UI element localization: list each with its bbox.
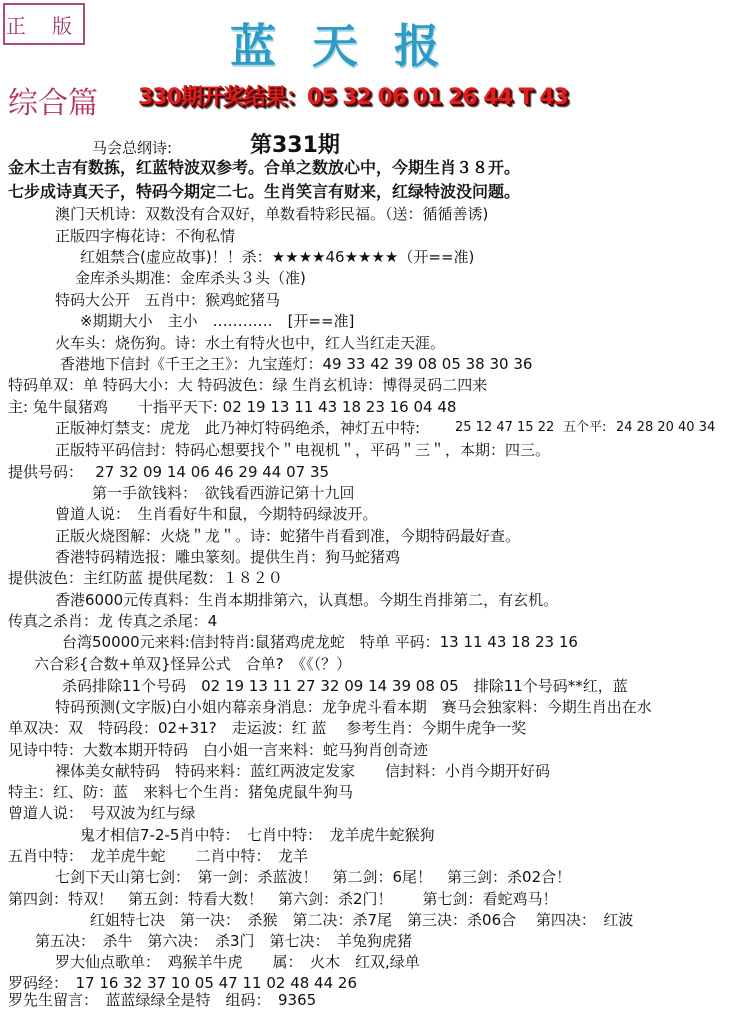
- issue-number: 第331期: [250, 133, 340, 158]
- text-line: 曾道人说： 号双波为红与绿: [8, 804, 196, 822]
- text-line: 罗先生留言： 蓝蓝绿绿全是特 组码： 9365: [8, 991, 317, 1009]
- text-line: 七步成诗真天子，特码今期定二七。生肖笑言有财来，红绿特波没问题。: [8, 182, 521, 201]
- text-line: 25 12 47 15 22: [455, 420, 555, 435]
- text-line: 见诗中特：大数本期开特码 白小姐一言来料：蛇马狗肖创奇迹: [8, 741, 429, 759]
- text-line: 第一手欲钱料： 欲钱看西游记第十九回: [92, 484, 355, 502]
- text-line: 金木土吉有数拣，红蓝特波双参考。合单之数放心中，今期生肖３８开。: [8, 158, 521, 177]
- previous-draw-result: 330期开奖结果：05 32 06 01 26 44 T 43: [138, 85, 568, 110]
- text-line: 香港6000元传真料：生肖本期排第六，认真想。今期生肖排第二，有玄机。: [55, 591, 559, 609]
- text-line: 正版火烧图解：火烧＂龙＂。诗：蛇猪牛肖看到准，今期特码最好查。: [55, 527, 521, 545]
- text-line: 罗码经： 17 16 32 37 10 05 47 11 02 48 44 26: [8, 974, 357, 992]
- text-line: 单双决：双 特码段：02+31? 走运波：红 蓝 参考生肖：今期牛虎争一奖: [8, 719, 527, 737]
- text-line: 特码大公开 五肖中：猴鸡蛇猪马: [55, 291, 281, 309]
- text-line: 正版四字梅花诗：不徇私情: [55, 227, 236, 245]
- text-line: 火车头：烧伤狗。诗：水土有特火也中，红人当红走天涯。: [55, 334, 446, 352]
- text-line: 香港地下信封《千王之王》：九宝莲灯：49 33 42 39 08 05 38 30 36: [60, 355, 533, 373]
- text-line: 台湾50000元来料:信封特肖:鼠猪鸡虎龙蛇 特单 平码：13 11 43 18 23 16: [62, 633, 578, 651]
- text-line: 主: 兔牛鼠猪鸡 十指平天下: 02 19 13 11 43 18 23 16 04 48: [8, 398, 457, 416]
- text-line: 六合彩{合数+单双}怪异公式 合单? 《《（？）: [34, 655, 352, 673]
- text-line: 金库杀头期准：金库杀头３头（准): [75, 269, 306, 287]
- text-line: 澳门天机诗：双数没有合双好，单数看特彩民福。（送：循循善诱): [55, 205, 489, 223]
- text-line: ※期期大小 主小 ………… [开==准]: [80, 312, 355, 330]
- text-line: 曾道人说： 生肖看好牛和鼠，今期特码绿波开。: [55, 505, 378, 523]
- text-line: 五个平:: [563, 420, 607, 435]
- genuine-edition-stamp: 正 版: [3, 3, 85, 45]
- text-line: 鬼才相信7-2-5肖中特： 七肖中特： 龙羊虎牛蛇猴狗: [80, 826, 435, 844]
- text-line: 提供号码： 27 32 09 14 06 46 29 44 07 35: [8, 463, 330, 481]
- text-line: 特码单双：单 特码大小：大 特码波色：绿 生肖玄机诗：博得灵码二四来: [8, 376, 488, 394]
- text-line: 第四剑：特双！ 第五剑：特看大数！ 第六剑：杀2门！ 第七剑：看蛇鸡马！: [8, 890, 558, 908]
- masthead-title: 蓝天报: [230, 19, 476, 73]
- text-line: 特主：红、防：蓝 来料七个生肖：猪兔虎鼠牛狗马: [8, 783, 354, 801]
- text-line: 特码预测(文字版)白小姐内幕亲身消息：龙争虎斗看本期 赛马会独家料：今期生肖出在水: [55, 698, 652, 716]
- text-line: 裸体美女献特码 特码来料：蓝红两波定发家 信封料：小肖今期开好码: [55, 762, 551, 780]
- text-line: 红姐禁合(虚应故事)！！杀：★★★★46★★★★（开==准): [80, 248, 475, 266]
- text-line: 24 28 20 40 34: [616, 420, 716, 435]
- text-line: 传真之杀肖：龙 传真之杀尾：4: [8, 612, 218, 630]
- text-line: 第五决： 杀牛 第六决： 杀3门 第七决： 羊兔狗虎猪: [35, 932, 413, 950]
- text-line: 五肖中特： 龙羊虎牛蛇 二肖中特： 龙羊: [8, 847, 309, 865]
- section-title: 综合篇: [8, 86, 98, 121]
- text-line: 红姐特七决 第一决： 杀猴 第二决：杀7尾 第三决：杀06合 第四决： 红波: [90, 911, 634, 929]
- text-line: 罗大仙点歌单： 鸡猴羊牛虎 属： 火木 红双,绿单: [55, 953, 420, 971]
- text-line: 杀码排除11个号码 02 19 13 11 27 32 09 14 39 08 05 排除11个号码**红，蓝: [62, 677, 628, 695]
- text-line: 正版神灯禁支：虎龙 此乃神灯特码绝杀，神灯五中特:: [55, 419, 421, 437]
- text-line: 正版特平码信封：特码心想要找个＂电视机＂，平码＂三＂，本期：四三。: [55, 441, 551, 459]
- text-line: 马会总纲诗:: [92, 139, 173, 157]
- text-line: 七剑下天山第七剑： 第一剑：杀蓝波！ 第二剑：6尾！ 第三剑：杀02合！: [55, 868, 572, 886]
- text-line: 香港特码精选报：雕虫篆刻。提供生肖：狗马蛇猪鸡: [55, 548, 401, 566]
- text-line: 提供波色：主红防蓝 提供尾数：１８２０: [8, 569, 283, 587]
